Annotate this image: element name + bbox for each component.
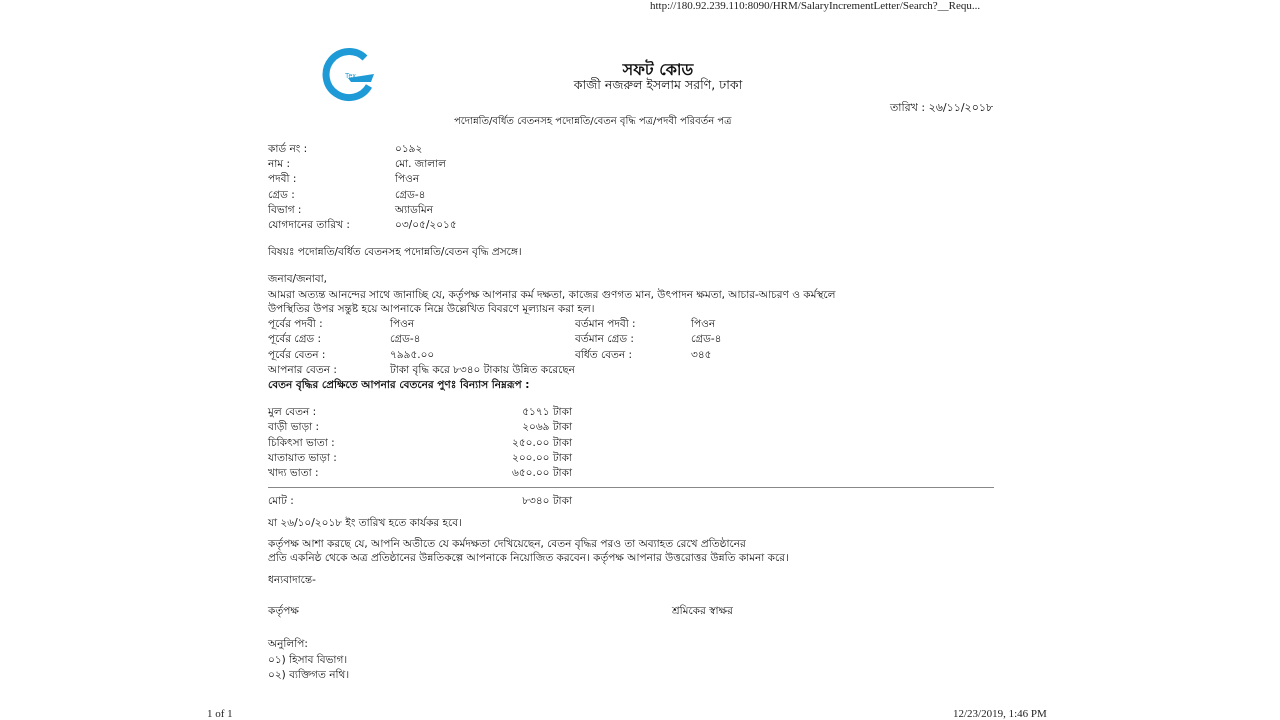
designation-value: পিওন xyxy=(395,173,420,185)
letter-date: তারিখ : ২৬/১১/২০১৮ xyxy=(890,101,994,114)
print-timestamp: 12/23/2019, 1:46 PM xyxy=(953,708,1047,720)
cc-item: ০১) হিসাব বিভাগ। xyxy=(268,654,348,666)
authority-signature: কর্তৃপক্ষ xyxy=(268,605,299,617)
subject-line: বিষয়ঃ পদোন্নতি/বর্ধিত বেতনসহ পদোন্নতি/বেতন বৃদ্ধি প্রসঙ্গে। xyxy=(268,246,522,258)
curr-designation-value: পিওন xyxy=(691,318,716,330)
curr-grade-value: গ্রেড-৪ xyxy=(691,333,722,345)
prev-grade-value: গ্রেড-৪ xyxy=(390,333,421,345)
company-name: সফট কোড xyxy=(622,60,694,79)
company-address: কাজী নজরুল ইসলাম সরণি, ঢাকা xyxy=(573,77,743,92)
salary-item-value: ২৫০.০০ টাকা xyxy=(512,437,572,449)
prev-salary-label: পূর্বের বেতন : xyxy=(268,349,326,361)
letter-title: পদোন্নতি/বর্ধিত বেতনসহ পদোন্নতি/বেতন বৃদ্ধি পত্র/পদবী পরিবর্তন পত্র xyxy=(454,116,732,127)
grade-label: গ্রেড : xyxy=(268,189,295,201)
total-value: ৮৩৪০ টাকা xyxy=(522,495,572,507)
paragraph-1-line-2: উপস্থিতির উপর সন্তুষ্ট হয়ে আপনাকে নিম্নে উল্লেখিত বিবরণে মূল্যায়ন করা হল। xyxy=(268,303,595,315)
salary-item-label: বাড়ী ভাড়া : xyxy=(268,421,320,433)
print-url: http://180.92.239.110:8090/HRM/SalaryIncrementLetter/Search?__Requ... xyxy=(650,0,981,12)
salutation: জনাব/জনাবা, xyxy=(268,273,328,285)
joining-date-value: ০৩/০৫/২০১৫ xyxy=(395,219,457,231)
prev-designation-label: পূর্বের পদবী : xyxy=(268,318,323,330)
page-counter: 1 of 1 xyxy=(207,708,233,720)
prev-designation-value: পিওন xyxy=(390,318,415,330)
salary-item-value: ২০৬৯ টাকা xyxy=(522,421,572,433)
worker-signature: শ্রমিকের স্বাক্ষর xyxy=(672,605,733,617)
designation-label: পদবী : xyxy=(268,173,297,185)
salary-item-label: খাদ্য ভাতা : xyxy=(268,467,319,479)
prev-salary-value: ৭৯৯৫.০০ xyxy=(390,349,435,361)
prev-grade-label: পূর্বের গ্রেড : xyxy=(268,333,322,345)
department-value: অ্যাডমিন xyxy=(395,204,434,216)
card-no-value: ০১৯২ xyxy=(395,143,423,155)
increment-label: বর্ধিত বেতন : xyxy=(575,349,633,361)
logo-text: Tex xyxy=(345,73,356,80)
salary-item-value: ৫১৭১ টাকা xyxy=(522,406,572,418)
salary-item-value: ৬৫০.০০ টাকা xyxy=(512,467,572,479)
restructure-heading: বেতন বৃদ্ধির প্রেক্ষিতে আপনার বেতনের পুণঃ বিন্যাস নিম্নরূপ : xyxy=(268,379,530,391)
card-no-label: কার্ড নং : xyxy=(268,143,308,155)
grade-value: গ্রেড-৪ xyxy=(395,189,426,201)
joining-date-label: যোগদানের তারিখ : xyxy=(268,219,350,231)
cc-label: অনুলিপি: xyxy=(268,638,308,650)
salary-item-label: চিকিৎসা ভাতা : xyxy=(268,437,335,449)
curr-grade-label: বর্তমান গ্রেড : xyxy=(575,333,634,345)
name-label: নাম : xyxy=(268,158,291,170)
curr-designation-label: বর্তমান পদবী : xyxy=(575,318,636,330)
salary-item-label: যাতায়াত ভাড়া : xyxy=(268,452,337,464)
your-salary-label: আপনার বেতন : xyxy=(268,364,337,376)
total-divider xyxy=(268,487,994,488)
paragraph-1-line-1: আমরা অত্যন্ত আনন্দের সাথে জানাচ্ছি যে, কর্তৃপক্ষ আপনার কর্ম দক্ষতা, কাজের গুণগত মান, উৎপাদন ক্ষমতা, আচার-আচরণ ও কর্মস্থলে xyxy=(268,289,836,301)
name-value: মো. জালাল xyxy=(395,158,446,170)
effective-date-line: যা ২৬/১০/২০১৮ ইং তারিখ হতে কার্যকর হবে। xyxy=(268,517,462,529)
salary-item-value: ২০০.০০ টাকা xyxy=(512,452,572,464)
department-label: বিভাগ : xyxy=(268,204,302,216)
closing-thanks: ধন্যবাদান্তে- xyxy=(268,574,316,586)
increment-value: ৩৪৫ xyxy=(691,349,712,361)
paragraph-2-line-2: প্রতি একনিষ্ঠ থেকে অত্র প্রতিষ্ঠানের উন্নতিকল্পে আপনাকে নিয়োজিত করবেন। কর্তৃপক্ষ আপনার উত্তরোত্তর উন্নতি কামনা করে। xyxy=(268,552,789,564)
total-label: মোট : xyxy=(268,495,294,507)
your-salary-text: টাকা বৃদ্ধি করে ৮৩৪০ টাকায় উন্নিত করেছেন xyxy=(390,364,575,376)
salary-item-label: মুল বেতন : xyxy=(268,406,317,418)
paragraph-2-line-1: কর্তৃপক্ষ আশা করছে যে, আপনি অতীতে যে কর্মদক্ষতা দেখিয়েছেন, বেতন বৃদ্ধির পরও তা অব্যাহত রেখে প্রতিষ্ঠানের xyxy=(268,538,746,550)
cc-item: ০২) ব্যক্তিগত নথি। xyxy=(268,669,350,681)
